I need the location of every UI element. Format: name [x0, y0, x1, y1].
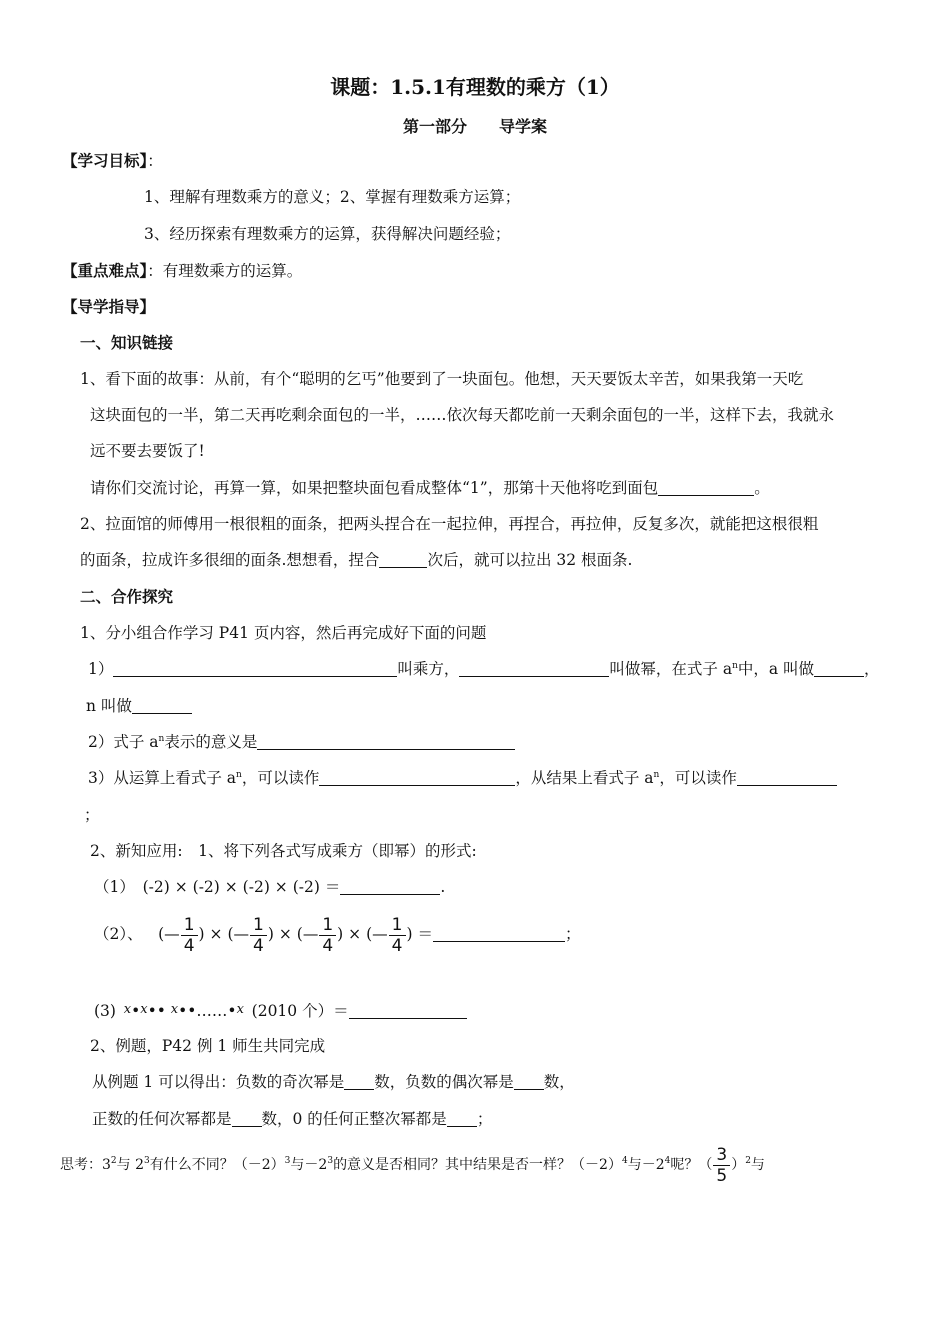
keypoints-heading: 【重点难点】: [62, 261, 148, 280]
answer-blank-positive-power[interactable]: [232, 1110, 262, 1127]
conclusion-line-2: 正数的任何次幂都是 数，0 的任何正整次幂都是 ；: [92, 1110, 493, 1128]
story-line-1: 1、看下面的故事：从前，有个“聪明的乞丐”他要到了一块面包。他想，天天要饭太辛苦，如果我第一天吃: [80, 370, 804, 388]
answer-blank-power-def[interactable]: [113, 660, 397, 677]
noodle-line-1: 2、拉面馆的师傅用一根很粗的面条，把两头捏合在一起拉伸，再捏合，再拉伸，反复多次，就能把这根很粗: [80, 515, 819, 533]
story-question: 请你们交流讨论，再算一算，如果把整块面包看成整体“1”，那第十天他将吃到面包 。: [90, 479, 770, 497]
question-1-line-2: n 叫做: [86, 695, 192, 717]
think-line: 思考：$3^2$与 $2^3$有什么不同？$(-2)^3$与$-2^3$的意义是否相同？其中结果是否一样？$(-2)^4$与$-2^4$呢？（ $\frac{3}{5}$ ）$^2$与: [60, 1144, 765, 1186]
answer-blank-zero-power[interactable]: [447, 1110, 477, 1127]
answer-blank-noodle[interactable]: [379, 551, 427, 568]
section1-heading: 一、知识链接: [80, 333, 174, 352]
fraction-one-quarter: $\frac{1}{4}$: [319, 915, 336, 956]
answer-blank-base[interactable]: [814, 660, 864, 677]
answer-blank-meaning[interactable]: [257, 733, 515, 750]
fraction-one-quarter: $\frac{1}{4}$: [389, 915, 406, 956]
answer-blank-read-operation[interactable]: [319, 769, 515, 786]
conclusion-line-1: 从例题 1 可以得出：负数的奇次幂是 数，负数的偶次幂是 数，: [92, 1073, 575, 1091]
question-3-line-2: ；: [84, 806, 100, 824]
section2-intro: 1、分小组合作学习 P41 页内容，然后再完成好下面的问题: [80, 624, 487, 642]
example-heading: 2、例题，P42 例 1 师生共同完成: [90, 1037, 326, 1055]
question-2: 2）式子 $a^n$表示的意义是: [88, 731, 515, 753]
guide-heading: 【导学指导】: [62, 297, 156, 316]
keypoints-text: ：有理数乘方的运算。: [147, 262, 303, 280]
fraction-one-quarter: $\frac{1}{4}$: [181, 915, 198, 956]
fraction-three-fifths: $\frac{3}{5}$: [713, 1145, 730, 1186]
story-line-2: 这块面包的一半，第二天再吃剩余面包的一半，……依次每天都吃前一天剩余面包的一半，这样下去，我就永: [90, 406, 835, 424]
answer-blank-read-result[interactable]: [737, 769, 837, 786]
objective-line-2: 3、经历探索有理数乘方的运算，获得解决问题经验；: [144, 225, 511, 243]
exercise-1: （1） (-2) × (-2) × (-2) × (-2) ＝ .: [94, 878, 446, 896]
objective-line-1: 1、理解有理数乘方的意义；2、掌握有理数乘方运算；: [144, 188, 521, 206]
answer-blank-even-power[interactable]: [514, 1073, 544, 1090]
answer-blank-odd-power[interactable]: [344, 1073, 374, 1090]
story-line-3: 远不要去要饭了!: [90, 442, 205, 460]
answer-blank-mi-def[interactable]: [459, 660, 609, 677]
answer-blank-exponent[interactable]: [132, 697, 192, 714]
question-1: 1） 叫乘方， 叫做幂，在式子 $a^n$中，a 叫做 ，: [88, 660, 880, 678]
answer-blank-ex3[interactable]: [349, 1002, 467, 1019]
keypoints-line: [62, 260, 302, 282]
exercise-2: （2）、 (— $\frac{1}{4}$ ) × (— $\frac{1}{4}$ ) × (— $\frac{1}{4}$ ) × (— $\frac{1}{4}$ ) ＝ ；: [94, 914, 581, 956]
exercise-3: (3) x•x•• x••……•x (2010 个）＝: [94, 999, 467, 1022]
question-3: 3）从运算上看式子 $a^n$，可以读作 ，从结果上看式子 $a^n$，可以读作: [88, 767, 837, 789]
objectives-heading-line: 【学习目标】：: [62, 151, 163, 170]
answer-blank-ex2[interactable]: [433, 925, 565, 942]
noodle-line-2: 的面条，拉成许多很细的面条.想想看，捏合 次后，就可以拉出 32 根面条.: [80, 551, 633, 569]
apply-heading: 2、新知应用: 1、将下列各式写成乘方（即幂）的形式:: [90, 842, 477, 860]
section2-heading: 二、合作探究: [80, 587, 174, 606]
page-title: 课题：1.5.1有理数的乘方（1）: [330, 75, 620, 99]
answer-blank-bread[interactable]: [658, 479, 754, 496]
fraction-one-quarter: $\frac{1}{4}$: [250, 915, 267, 956]
page-subtitle: 第一部分 导学案: [402, 117, 547, 136]
objectives-heading: 【学习目标】: [62, 151, 148, 170]
answer-blank-ex1[interactable]: [340, 878, 440, 895]
